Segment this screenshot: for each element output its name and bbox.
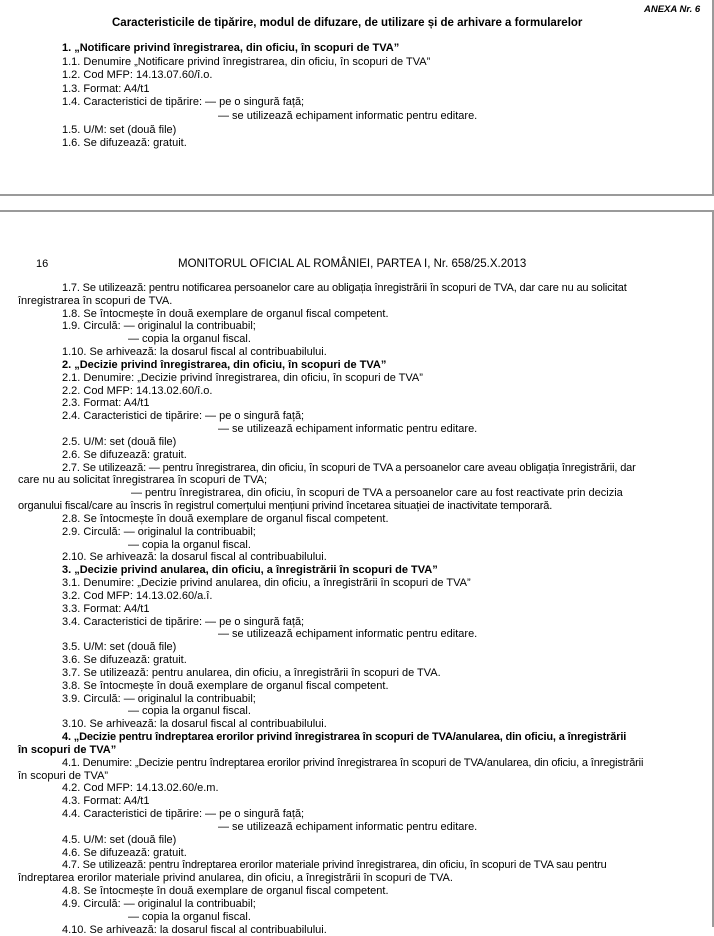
text-line: 2. „Decizie privind înregistrarea, din oficiu, în scopuri de TVA” xyxy=(62,358,387,371)
text-line: 4.6. Se difuzează: gratuit. xyxy=(62,846,187,859)
text-line: 1.7. Se utilizează: pentru notificarea persoanelor care au obligația înregistrării în scopuri de TVA, dar care nu au solicitat xyxy=(62,282,627,294)
text-line: 2.2. Cod MFP: 14.13.02.60/î.o. xyxy=(62,384,213,397)
text-line: în scopuri de TVA” xyxy=(18,769,109,782)
text-line: organului fiscal/care au înscris în registrul comerțului mențiuni privind încetarea situației de inactivitate temporară. xyxy=(18,500,553,513)
text-line: — se utilizează echipament informatic pentru editare. xyxy=(218,423,478,436)
text-line: 4.5. U/M: set (două file) xyxy=(62,833,177,846)
text-line: 4.2. Cod MFP: 14.13.02.60/e.m. xyxy=(62,782,219,795)
text-line: 4.9. Circulă: — originalul la contribuabil; xyxy=(62,897,256,910)
text-line: 3.7. Se utilizează: pentru anularea, din oficiu, a înregistrării în scopuri de TVA. xyxy=(62,666,441,679)
text-line: 4. „Decizie pentru îndreptarea erorilor privind înregistrarea în scopuri de TVA/anularea, din oficiu, a înregistrării xyxy=(62,731,627,744)
text-line: 3.10. Se arhivează: la dosarul fiscal al contribuabilului. xyxy=(62,718,327,731)
text-line: 1.6. Se difuzează: gratuit. xyxy=(62,137,187,150)
text-line: 2.5. U/M: set (două file) xyxy=(62,435,177,448)
text-line: 3.8. Se întocmește în două exemplare de organul fiscal competent. xyxy=(62,679,389,692)
text-line: 4.7. Se utilizează: pentru îndreptarea erorilor materiale privind înregistrarea, din oficiu, în scopuri de TVA sau pentru xyxy=(62,859,607,872)
text-line: 3.2. Cod MFP: 14.13.02.60/a.î. xyxy=(62,589,213,602)
document-page-1 xyxy=(0,0,714,196)
text-line: 1.10. Se arhivează: la dosarul fiscal al contribuabilului. xyxy=(62,346,327,359)
text-line: 2.7. Se utilizează: — pentru înregistrarea, din oficiu, în scopuri de TVA a persoanelor care aveau obligația înregistrării, dar xyxy=(62,461,636,474)
text-line: 1.9. Circulă: — originalul la contribuabil; xyxy=(62,320,256,333)
text-line: 1.2. Cod MFP: 14.13.07.60/î.o. xyxy=(62,69,213,82)
text-line: 1. „Notificare privind înregistrarea, din oficiu, în scopuri de TVA” xyxy=(62,42,400,54)
text-line: 3.3. Format: A4/t1 xyxy=(62,602,150,615)
text-line: 2.3. Format: A4/t1 xyxy=(62,397,150,410)
text-line: 4.1. Denumire: „Decizie pentru îndreptarea erorilor privind înregistrarea în scopuri de TVA/anularea, din oficiu, a înregistrării xyxy=(62,756,644,769)
text-line: 1.1. Denumire „Notificare privind înregistrarea, din oficiu, în scopuri de TVA” xyxy=(62,55,431,68)
text-line: — copia la organul fiscal. xyxy=(128,333,251,346)
text-line: 1.8. Se întocmește în două exemplare de organul fiscal competent. xyxy=(62,307,389,320)
page-number: 16 xyxy=(36,258,49,270)
text-line: 2.8. Se întocmește în două exemplare de organul fiscal competent. xyxy=(62,512,389,525)
text-line: — copia la organul fiscal. xyxy=(128,910,251,923)
text-line: 2.4. Caracteristici de tipărire: — pe o singură față; xyxy=(62,410,305,423)
page-title: Caracteristicile de tipărire, modul de difuzare, de utilizare și de arhivare a formularelor xyxy=(112,17,583,29)
journal-header: MONITORUL OFICIAL AL ROMÂNIEI, PARTEA I, Nr. 658/25.X.2013 xyxy=(178,258,527,270)
text-line: în scopuri de TVA” xyxy=(18,743,117,756)
text-line: 2.6. Se difuzează: gratuit. xyxy=(62,448,187,461)
text-line: 3.9. Circulă: — originalul la contribuabil; xyxy=(62,692,256,705)
text-line: — copia la organul fiscal. xyxy=(128,705,251,718)
text-line: 3.4. Caracteristici de tipărire: — pe o singură față; xyxy=(62,615,305,628)
text-line: — se utilizează echipament informatic pentru editare. xyxy=(218,110,478,122)
text-line: înregistrarea în scopuri de TVA. xyxy=(18,294,173,307)
text-line: 3.5. U/M: set (două file) xyxy=(62,641,177,654)
text-line: 1.3. Format: A4/t1 xyxy=(62,82,150,95)
document-page-2 xyxy=(0,210,714,936)
text-line: — pentru înregistrarea, din oficiu, în scopuri de TVA a persoanelor care au fost reactivate prin decizia xyxy=(131,487,623,500)
text-line: 4.10. Se arhivează: la dosarul fiscal al contribuabilului. xyxy=(62,923,327,936)
text-line: — se utilizează echipament informatic pentru editare. xyxy=(218,628,478,641)
text-line: 4.8. Se întocmește în două exemplare de organul fiscal competent. xyxy=(62,885,389,897)
text-line: 4.4. Caracteristici de tipărire: — pe o singură față; xyxy=(62,808,305,821)
text-line: 2.1. Denumire: „Decizie privind înregistrarea, din oficiu, în scopuri de TVA” xyxy=(62,371,423,384)
text-line: 1.5. U/M: set (două file) xyxy=(62,123,177,136)
text-line: 2.10. Se arhivează: la dosarul fiscal al contribuabilului. xyxy=(62,551,327,564)
text-line: 3. „Decizie privind anularea, din oficiu, a înregistrării în scopuri de TVA” xyxy=(62,564,438,577)
text-line: îndreptarea erorilor materiale privind anularea, din oficiu, a înregistrării în scopuri de TVA. xyxy=(18,872,453,885)
text-line: 3.1. Denumire: „Decizie privind anularea, din oficiu, a înregistrării în scopuri de TVA” xyxy=(62,577,471,590)
text-line: 1.4. Caracteristici de tipărire: — pe o singură față; xyxy=(62,96,305,109)
text-line: care nu au solicitat înregistrarea în scopuri de TVA; xyxy=(18,474,268,487)
text-line: — copia la organul fiscal. xyxy=(128,538,251,551)
text-line: 3.6. Se difuzează: gratuit. xyxy=(62,654,187,667)
text-line: 2.9. Circulă: — originalul la contribuabil; xyxy=(62,525,256,538)
annex-label: ANEXA Nr. 6 xyxy=(644,4,701,15)
text-line: 4.3. Format: A4/t1 xyxy=(62,795,150,808)
text-line: — se utilizează echipament informatic pentru editare. xyxy=(218,820,478,833)
page-gap xyxy=(0,196,714,210)
